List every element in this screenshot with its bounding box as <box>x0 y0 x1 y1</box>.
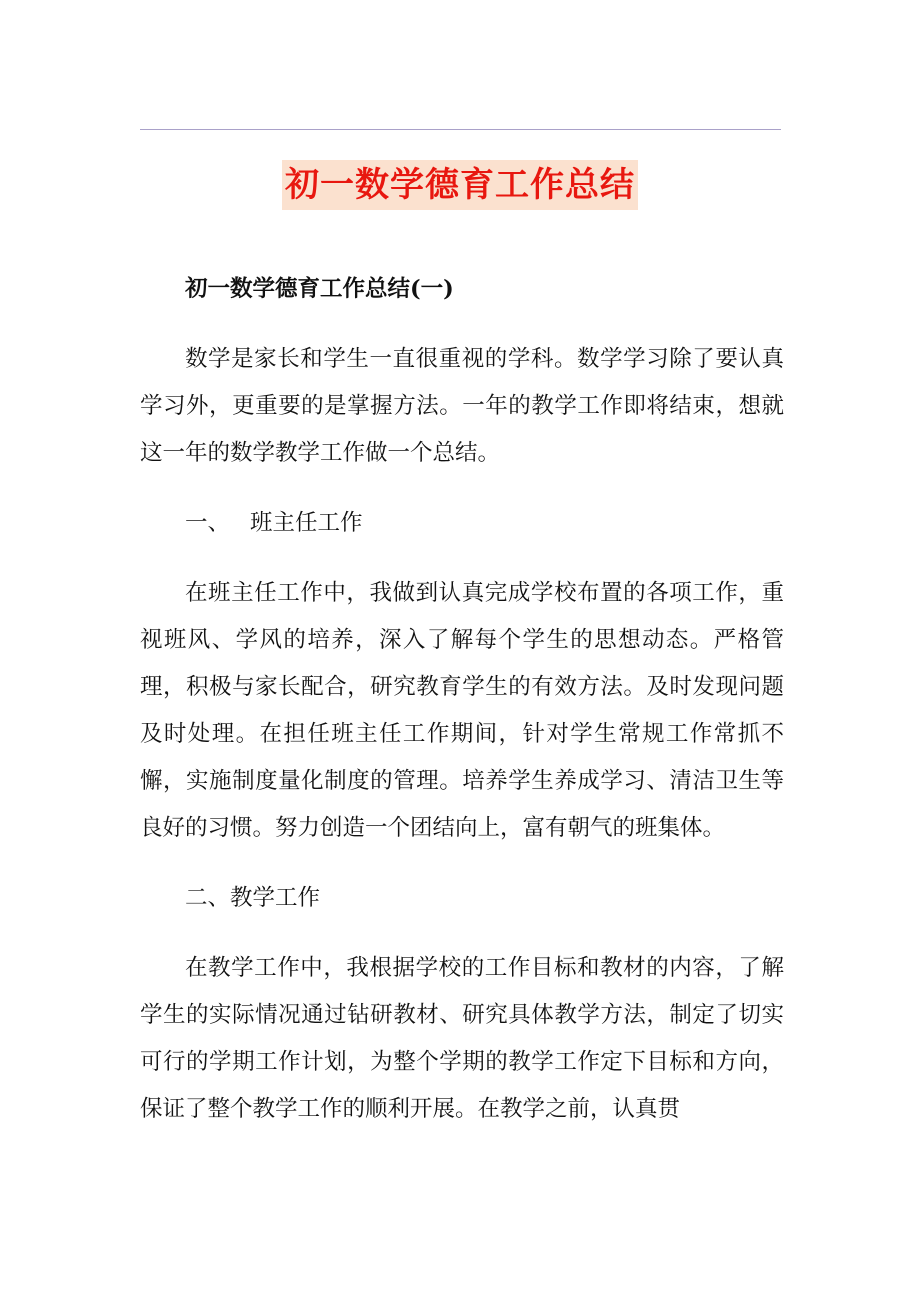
paragraph-teaching: 在教学工作中，我根据学校的工作目标和教材的内容，了解学生的实际情况通过钻研教材、研究具体教学方法，制定了切实可行的学期工作计划，为整个学期的教学工作定下目标和方向，保证了整个教学工作的顺利开展。在教学之前，认真贯 <box>140 955 784 1122</box>
paragraph-class-teacher: 在班主任工作中，我做到认真完成学校布置的各项工作，重视班风、学风的培养，深入了解每个学生的思想动态。严格管理，积极与家长配合，研究教育学生的有效方法。及时发现问题及时处理。在担任班主任工作期间，针对学生常规工作常抓不懈，实施制度量化制度的管理。培养学生养成学习、清洁卫生等良好的习惯。努力创造一个团结向上，富有朝气的班集体。 <box>140 580 784 841</box>
paragraph-intro: 数学是家长和学生一直很重视的学科。数学学习除了要认真学习外，更重要的是掌握方法。一年的教学工作即将结束，想就这一年的数学教学工作做一个总结。 <box>140 346 784 466</box>
title-container <box>0 160 920 210</box>
section-heading-1 <box>140 500 784 547</box>
section-title-1: 班主任工作 <box>250 510 363 536</box>
document-body <box>140 266 784 1156</box>
header-rule <box>140 129 781 130</box>
section-heading-2: 二、教学工作 <box>185 885 321 911</box>
section-number-1: 一、 <box>185 510 231 536</box>
document-title: 初一数学德育工作总结 <box>282 160 638 210</box>
document-subtitle: 初一数学德育工作总结(一) <box>185 276 454 302</box>
